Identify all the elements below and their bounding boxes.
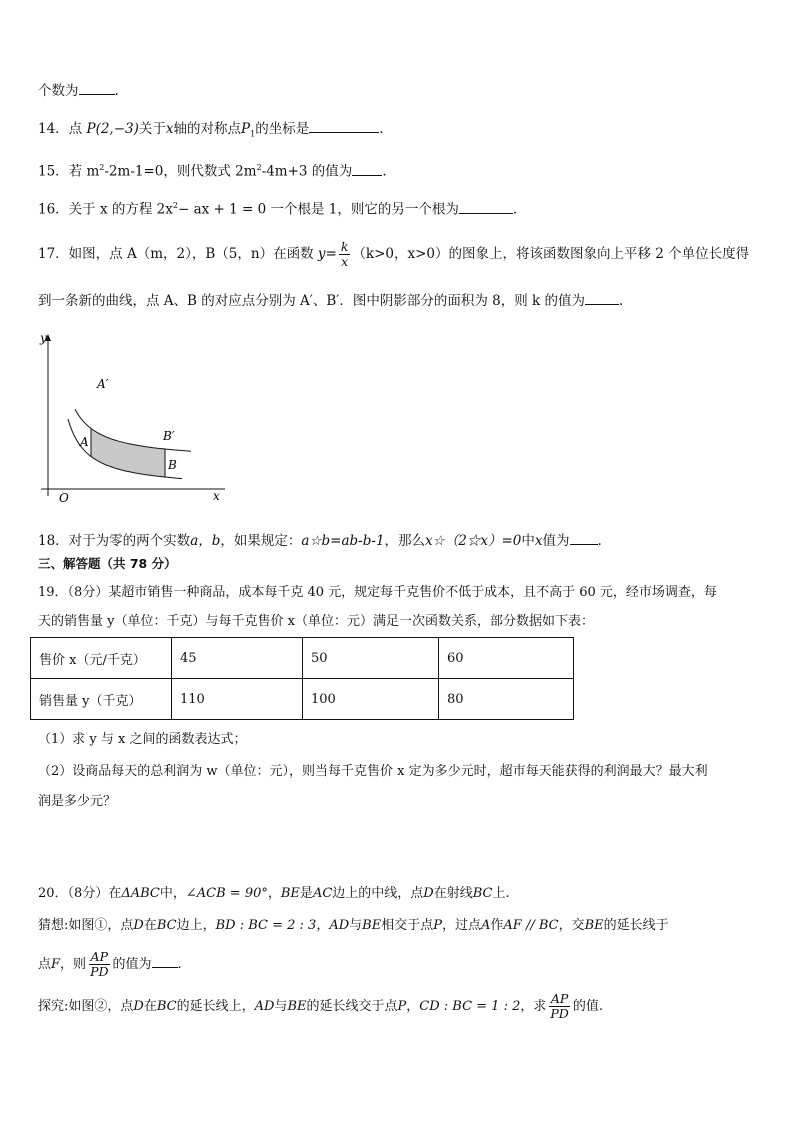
- question-17-line2: [38, 290, 623, 311]
- q20-t: 中，: [159, 886, 186, 901]
- q14-point2: P: [241, 121, 251, 137]
- q20-t: 相交于点: [381, 918, 434, 933]
- q20-t: 的延长线上，: [176, 999, 255, 1014]
- question-20-guess: [38, 916, 669, 936]
- q20-af: AF // BC: [503, 918, 559, 933]
- q16-prefix: 16．关于 x 的方程 2x: [38, 201, 173, 218]
- q20-t: 与: [274, 999, 288, 1014]
- period: .: [379, 121, 384, 137]
- point-a-prime-label: A′: [97, 377, 109, 391]
- q18-prefix: 18．对于为零的两个实数: [38, 533, 191, 549]
- q14-mid2: 轴的对称点: [173, 121, 242, 137]
- q20-bc: BC: [156, 918, 177, 933]
- q14-prefix: 14．点: [38, 121, 83, 137]
- answer-blank: [152, 953, 178, 968]
- q18-expr: x☆（2☆x）=0: [425, 533, 522, 549]
- origin-label: O: [59, 491, 69, 505]
- q20-t: 20．（8分）在: [38, 886, 122, 901]
- q20-t: 猜想:如图①，点: [38, 918, 134, 933]
- q20-t: 的值.: [572, 999, 603, 1014]
- question-19-line1: 19．（8分）某超市销售一种商品，成本每千克 40 元，规定每千克售价不低于成本，且不高于 60 元，经市场调查，每: [38, 585, 717, 600]
- q20-bc: BC: [472, 886, 493, 901]
- q20-t: 是: [299, 886, 313, 901]
- data-table: [30, 637, 574, 720]
- q20-t: 的延长线交于点: [306, 999, 398, 1014]
- answer-blank: [309, 118, 379, 133]
- period: .: [512, 201, 518, 218]
- q20-d: D: [133, 918, 144, 933]
- point-b-label: B: [168, 458, 177, 472]
- q15-sup: 2: [99, 163, 105, 172]
- q17-func-eq: =: [325, 246, 337, 262]
- question-17-line1: [38, 240, 749, 269]
- q15-text2: -4m+3 的值为: [261, 163, 353, 180]
- q20-t: 与: [349, 918, 363, 933]
- q20-t: 作: [490, 918, 504, 933]
- table-row-label: 销售量 y（千克）: [31, 679, 172, 720]
- q20-ad: AD: [329, 918, 350, 933]
- q20-t: ，: [267, 886, 281, 901]
- question-20-guess2: [38, 950, 182, 980]
- question-14: [38, 118, 384, 145]
- answer-blank: [352, 161, 382, 176]
- q20-t: ，: [316, 918, 330, 933]
- q20-t: 的值为: [112, 957, 152, 972]
- q20-t: 边上的中线，点: [332, 886, 424, 901]
- q15-sup2: 2: [256, 163, 262, 172]
- q17-frac-den: x: [341, 254, 349, 269]
- q20-d: D: [133, 999, 144, 1014]
- q20-p: P: [397, 999, 407, 1014]
- point-a-label: A: [80, 435, 89, 449]
- q14-point: P(2,−3): [86, 121, 139, 137]
- frac-den: PD: [90, 964, 109, 979]
- period: .: [382, 163, 387, 180]
- q20-t: ，: [406, 999, 420, 1014]
- q14-suffix: 的坐标是: [255, 121, 310, 137]
- q19-sub2b: 润是多少元？: [38, 794, 117, 809]
- q15-prefix: 15．若 m: [38, 163, 100, 180]
- answer-blank: [459, 199, 513, 214]
- x-axis-label: x: [213, 489, 220, 503]
- q20-tri: ΔABC: [121, 886, 160, 901]
- q20-t: ，交: [558, 918, 585, 933]
- q16-suffix: − ax + 1 = 0 一个根是 1，则它的另一个根为: [177, 201, 459, 218]
- point-b-prime-label: B′: [163, 429, 175, 443]
- q17-func-y: y: [317, 246, 326, 262]
- function-graph-figure: [35, 326, 235, 506]
- period: .: [177, 957, 182, 972]
- q20-ratio2: CD : BC = 1 : 2: [419, 999, 521, 1014]
- q18-mid: ，如果规定：: [220, 533, 302, 549]
- q20-t: ，则: [60, 957, 87, 972]
- table-row: [31, 638, 574, 679]
- table-cell: 50: [303, 638, 439, 679]
- q13-text: 个数为: [38, 83, 79, 99]
- q17-fraction: [339, 240, 351, 269]
- frac-num: AP: [550, 991, 569, 1006]
- q20-t: ，求: [520, 999, 547, 1014]
- shaded-region: [91, 428, 165, 477]
- q20-t: 在射线: [433, 886, 473, 901]
- question-16: [38, 196, 517, 220]
- q20-t: 上.: [492, 886, 510, 901]
- question-18: [38, 530, 602, 551]
- q20-be: BE: [280, 886, 300, 901]
- answer-blank: [585, 290, 619, 305]
- q20-bc: BC: [156, 999, 177, 1014]
- ap-pd-fraction: [548, 992, 570, 1021]
- answer-blank: [570, 530, 598, 545]
- q20-f: F: [51, 957, 61, 972]
- question-20-line1: [38, 884, 510, 904]
- q20-be: BE: [362, 918, 382, 933]
- frac-den: PD: [550, 1006, 569, 1021]
- question-15: [38, 158, 387, 182]
- frac-num: AP: [90, 949, 108, 964]
- question-20-explore: [38, 992, 603, 1022]
- q20-ratio1: BD : BC = 2 : 3: [215, 918, 317, 933]
- q13-tail: [38, 80, 119, 101]
- q20-a: A: [481, 918, 491, 933]
- table-cell: 100: [303, 679, 439, 720]
- q20-p: P: [433, 918, 442, 933]
- q14-axis: x: [165, 121, 174, 137]
- table-cell: 60: [439, 638, 574, 679]
- q18-rule: a☆b=ab-b-1: [301, 533, 385, 549]
- q20-t: 边上，: [176, 918, 216, 933]
- period: .: [114, 83, 119, 99]
- q14-sub: 1: [250, 129, 256, 139]
- y-axis-label: y: [40, 331, 47, 345]
- period: .: [597, 533, 602, 549]
- table-cell: 45: [172, 638, 303, 679]
- q20-t: ，过点: [441, 918, 481, 933]
- q17-prefix: 17．如图，点 A（m，2），B（5，n）在函数: [38, 246, 314, 262]
- table-row-label: 售价 x（元/千克）: [31, 638, 172, 679]
- q20-t: 的延长线于: [603, 918, 669, 933]
- q20-t: 点: [38, 957, 52, 972]
- q15-text: -2m-1=0，则代数式 2m: [104, 163, 257, 180]
- q19-sub2: （2）设商品每天的总利润为 w（单位：元），则当每千克售价 x 定为多少元时，超市每天能获得的利润最大？最大利: [38, 764, 708, 779]
- q18-suffix: 值为: [542, 533, 570, 549]
- table-cell: 80: [439, 679, 574, 720]
- q18-mid2: ，那么: [384, 533, 426, 549]
- period: .: [619, 293, 624, 309]
- q19-sub1: （1）求 y 与 x 之间的函数表达式；: [38, 732, 247, 747]
- q17-cond: （k>0，x>0）的图象上，将该函数图象向上平移 2 个单位长度得: [352, 246, 750, 262]
- q20-t: 在: [143, 999, 157, 1014]
- q20-ad: AD: [254, 999, 275, 1014]
- q20-ac: AC: [312, 886, 333, 901]
- q14-mid: 关于: [138, 121, 166, 137]
- q20-t: 在: [143, 918, 157, 933]
- table-row: [31, 679, 574, 720]
- q18-xvar: x: [534, 533, 543, 549]
- q16-sup: 2: [172, 201, 178, 210]
- table-cell: 110: [172, 679, 303, 720]
- question-19-line2: 天的销售量 y（单位：千克）与每千克售价 x（单位：元）满足一次函数关系，部分数据如下表：: [38, 614, 594, 629]
- answer-blank: [79, 80, 115, 95]
- ap-pd-fraction: [88, 950, 110, 979]
- q20-angle: ∠ACB = 90°: [185, 886, 268, 901]
- q17-line2: 到一条新的曲线，点 A、B 的对应点分别为 A′、B′．图中阴影部分的面积为 8，则 k 的值为: [38, 293, 585, 309]
- q20-be: BE: [287, 999, 307, 1014]
- q18-vars: a，b: [190, 533, 221, 549]
- q20-be: BE: [584, 918, 604, 933]
- section-heading: 三、解答题（共 78 分）: [38, 556, 177, 571]
- q17-frac-num: k: [340, 239, 349, 254]
- q18-mid3: 中: [521, 533, 535, 549]
- q20-t: 探究:如图②，点: [38, 999, 134, 1014]
- q20-d: D: [423, 886, 434, 901]
